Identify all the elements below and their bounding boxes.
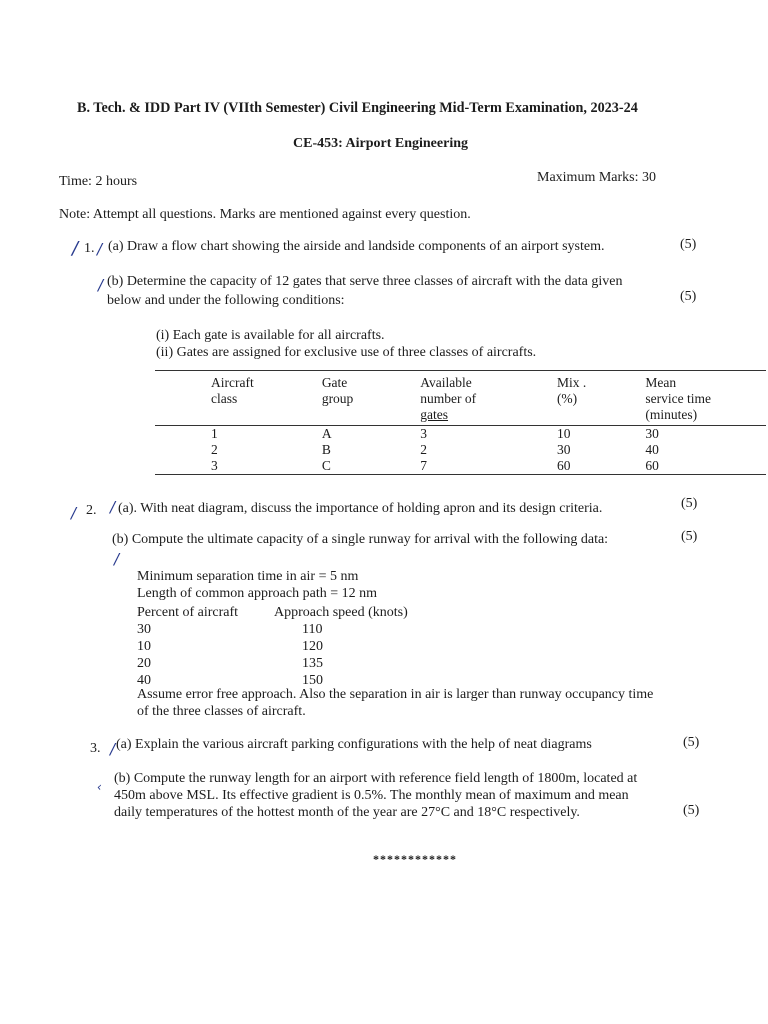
- tick-mark: /: [98, 276, 104, 294]
- approach-speed-list: [137, 604, 408, 689]
- cell-class: 3: [155, 458, 322, 475]
- cell-service-time: 30: [645, 426, 659, 441]
- percent-value: 40: [137, 673, 151, 688]
- cell-mix: 60: [557, 458, 645, 475]
- tick-mark: /: [72, 238, 79, 259]
- header-aircraft-class: Aircraft class: [155, 371, 322, 426]
- speed-value: 135: [302, 656, 323, 671]
- tick-mark: /: [97, 240, 103, 258]
- q2b-data-separation: Minimum separation time in air = 5 nm: [137, 569, 359, 584]
- tick-mark: /: [114, 550, 120, 568]
- tick-mark: /: [71, 504, 77, 522]
- speed-header: Approach speed (knots): [274, 605, 408, 620]
- header-mean-service-time: Mean service time (minutes): [645, 371, 766, 426]
- q3b-text-line1: (b) Compute the runway length for an airport with reference field length of 1800m, located at: [114, 771, 638, 786]
- cell-gate-group: A: [321, 426, 332, 441]
- list-item: [137, 621, 408, 638]
- q3-number: 3.: [90, 741, 101, 756]
- cell-mix: 30: [556, 442, 571, 457]
- q1b-marks: (5): [680, 289, 697, 304]
- table-header-row: [155, 371, 766, 426]
- cell-mix: 10: [556, 426, 571, 441]
- list-header: [137, 604, 408, 621]
- cell-class: 2: [211, 442, 218, 457]
- q3b-marks: (5): [683, 803, 700, 818]
- course-title: CE-453: Airport Engineering: [293, 136, 468, 151]
- tick-mark: ‹: [97, 780, 102, 794]
- q2-number: 2.: [86, 503, 97, 518]
- header-mix: Mix . (%): [557, 371, 645, 426]
- q1b-text-line1: (b) Determine the capacity of 12 gates that serve three classes of aircraft with the data given: [107, 274, 623, 289]
- table-row: [155, 426, 766, 443]
- q2b-data-approach-path: Length of common approach path = 12 nm: [137, 586, 378, 601]
- cell-service-time: 60: [645, 458, 766, 475]
- maximum-marks: Maximum Marks: 30: [537, 170, 656, 185]
- tick-mark: /: [110, 498, 116, 516]
- condition-2: (ii) Gates are assigned for exclusive use of three classes of aircrafts.: [156, 345, 537, 360]
- percent-value: 30: [137, 622, 151, 637]
- end-of-paper-stars: ************: [373, 852, 457, 866]
- q3a-text: (a) Explain the various aircraft parking configurations with the help of neat diagrams: [116, 737, 592, 752]
- cell-service-time: 40: [645, 442, 659, 457]
- cell-available: 2: [420, 442, 428, 457]
- list-item: [137, 655, 408, 672]
- exam-title: B. Tech. & IDD Part IV (VIIth Semester) Civil Engineering Mid-Term Examination, 2023-24: [77, 100, 638, 116]
- instructions-note: Note: Attempt all questions. Marks are mentioned against every question.: [59, 207, 471, 222]
- table-row: [155, 442, 766, 458]
- q2b-text: (b) Compute the ultimate capacity of a single runway for arrival with the following data:: [112, 532, 609, 547]
- q2a-text: (a). With neat diagram, discuss the importance of holding apron and its design criteria.: [118, 501, 603, 516]
- speed-value: 150: [302, 673, 323, 688]
- q2b-assumption-line1: Assume error free approach. Also the separation in air is larger than runway occupancy time: [137, 687, 654, 702]
- q1a-marks: (5): [680, 237, 697, 252]
- q2b-assumption-line2: of the three classes of aircraft.: [137, 704, 306, 719]
- percent-header: Percent of aircraft: [137, 605, 239, 620]
- q2b-marks: (5): [681, 529, 698, 544]
- speed-value: 110: [302, 622, 323, 637]
- q3b-text-line2: 450m above MSL. Its effective gradient is 0.5%. The monthly mean of maximum and mean: [114, 788, 629, 803]
- cell-class: 1: [211, 426, 218, 441]
- percent-value: 10: [137, 639, 151, 654]
- header-available-gates: Available number of gates: [420, 371, 557, 426]
- q1a-text: (a) Draw a flow chart showing the airside and landside components of an airport system.: [108, 239, 605, 254]
- tick-mark: /: [110, 740, 116, 758]
- list-item: [137, 638, 408, 655]
- q1b-text-line2: below and under the following conditions:: [107, 293, 345, 308]
- percent-value: 20: [137, 656, 151, 671]
- q3a-marks: (5): [683, 735, 700, 750]
- q1-number: 1.: [84, 241, 95, 256]
- cell-gate-group: B: [321, 442, 331, 457]
- cell-available: 7: [420, 458, 557, 475]
- header-gate-group: Gate group: [322, 371, 420, 426]
- condition-1: (i) Each gate is available for all aircrafts.: [156, 328, 385, 343]
- gate-data-table: [155, 370, 766, 475]
- cell-gate-group: C: [322, 458, 420, 475]
- q3b-text-line3: daily temperatures of the hottest month of the year are 27°C and 18°C respectively.: [114, 805, 580, 820]
- time-allowed: Time: 2 hours: [59, 174, 138, 189]
- speed-value: 120: [302, 639, 323, 654]
- table-row: [155, 458, 766, 475]
- q2a-marks: (5): [681, 496, 698, 511]
- cell-available: 3: [420, 426, 428, 441]
